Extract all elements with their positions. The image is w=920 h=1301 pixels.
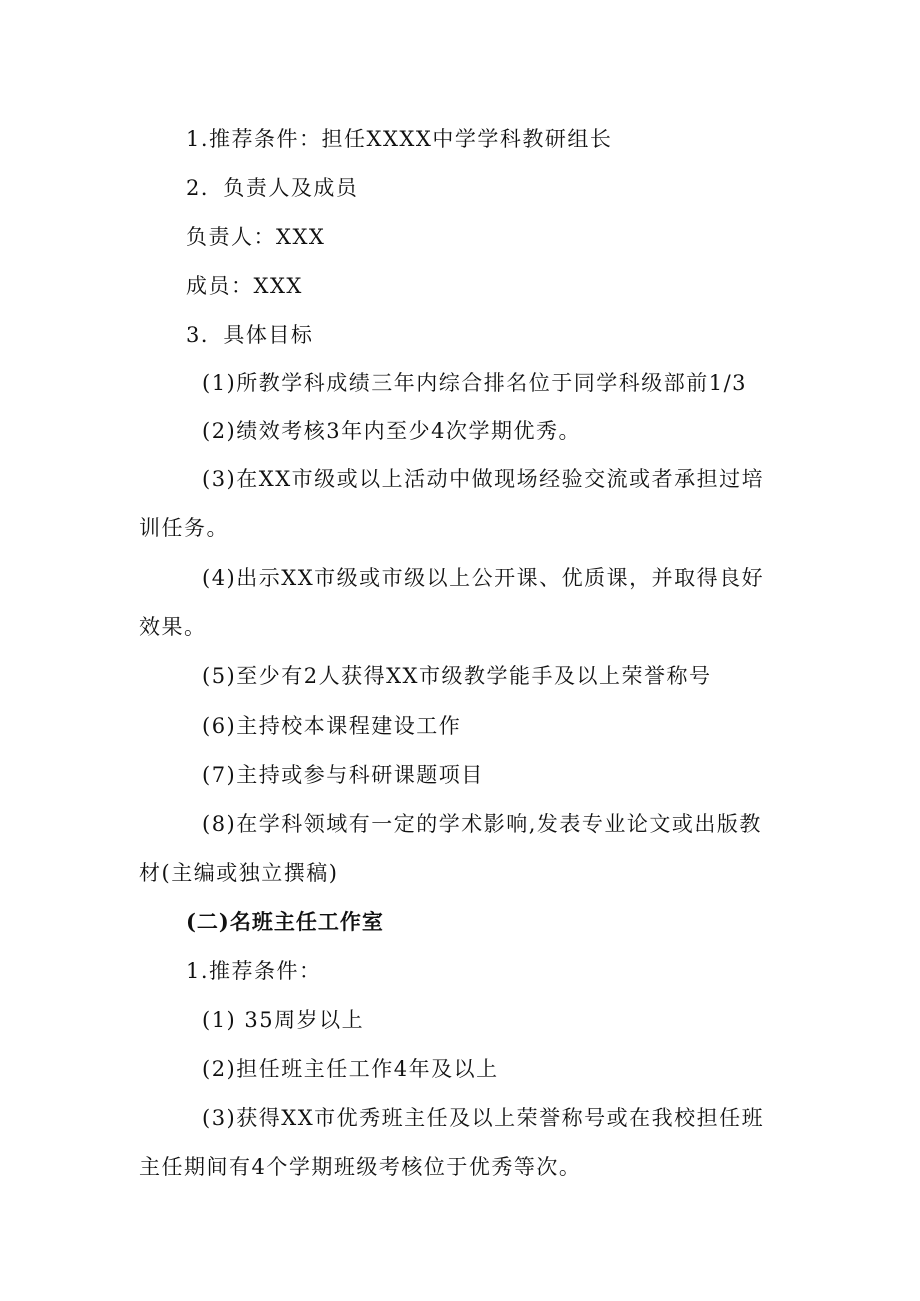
condition-item-3: (3)获得XX市优秀班主任及以上荣誉称号或在我校担任班 [202, 1106, 765, 1130]
goal-item-7: (7)主持或参与科研课题项目 [202, 763, 484, 787]
goal-item-3-continuation: 训任务。 [139, 516, 229, 540]
goal-item-8: (8)在学科领域有一定的学术影响,发表专业论文或出版教 [202, 812, 762, 836]
goal-item-2: (2)绩效考核3年内至少4次学期优秀。 [202, 419, 581, 443]
condition-item-2: (2)担任班主任工作4年及以上 [202, 1057, 499, 1081]
goal-item-5: (5)至少有2人获得XX市级教学能手及以上荣誉称号 [202, 664, 712, 688]
specific-goals-heading: 3．具体目标 [186, 323, 314, 347]
goal-item-4-continuation: 效果。 [139, 615, 207, 639]
recommend-condition-heading: 1.推荐条件： [186, 959, 322, 983]
condition-item-3-continuation: 主任期间有4个学期班级考核位于优秀等次。 [139, 1155, 582, 1179]
goal-item-8-continuation: 材(主编或独立撰稿) [139, 861, 339, 885]
recommend-condition-line: 1.推荐条件：担任XXXX中学学科教研组长 [186, 127, 613, 151]
goal-item-4: (4)出示XX市级或市级以上公开课、优质课，并取得良好 [202, 566, 765, 590]
goal-item-1: (1)所教学科成绩三年内综合排名位于同学科级部前1/3 [202, 371, 748, 395]
condition-item-1: (1) 35周岁以上 [202, 1008, 365, 1032]
goal-item-3: (3)在XX市级或以上活动中做现场经验交流或者承担过培 [202, 467, 765, 491]
members-line: 成员：XXX [186, 274, 303, 298]
leader-line: 负责人：XXX [186, 225, 326, 249]
goal-item-6: (6)主持校本课程建设工作 [202, 714, 462, 738]
section-heading-class-teacher-studio: (二)名班主任工作室 [186, 909, 384, 934]
leader-members-heading: 2．负责人及成员 [186, 176, 359, 200]
